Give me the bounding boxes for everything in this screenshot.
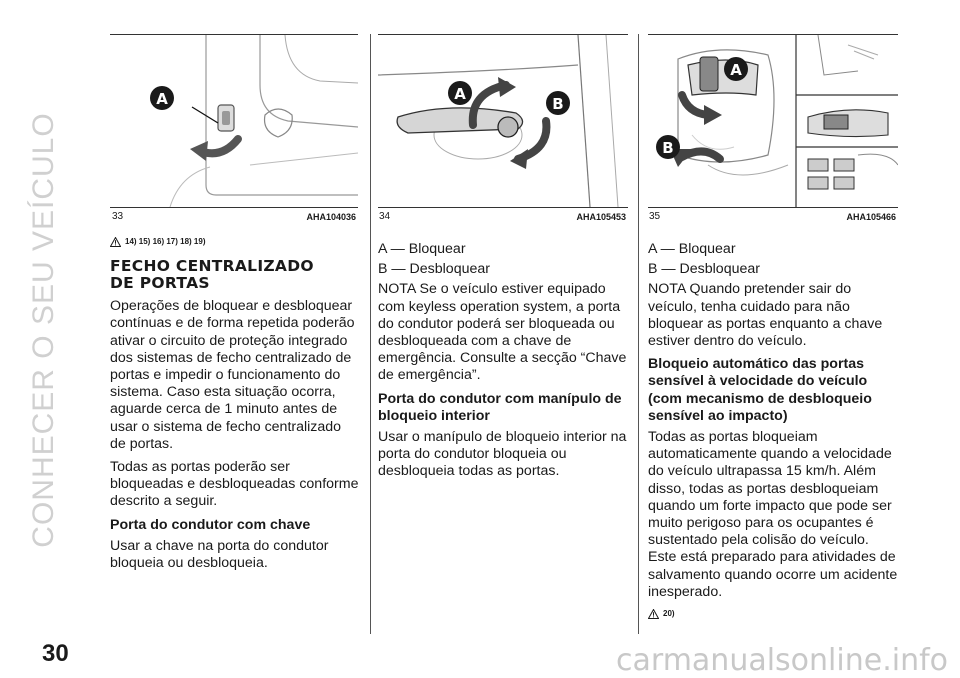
figure-rule (110, 207, 358, 208)
page-number: 30 (42, 640, 69, 667)
legend-item-b: B — Desbloquear (648, 261, 760, 278)
legend-item-a: A — Bloquear (378, 241, 466, 257)
figure-35-image (648, 34, 898, 207)
figure-rule (648, 207, 898, 208)
figure-number: 34 (379, 211, 391, 222)
figure-code: AHA104036 (306, 212, 356, 222)
note: NOTA Se o veículo estiver equipado com keyless operation system, a porta do condutor poderá ser bloqueada ou desbloqueada com a chave de emergência. Consulte a secção “Chave de emergência”. (378, 281, 627, 384)
section-heading: FECHO CENTRALIZADO DE PORTAS (110, 257, 314, 293)
warning-refs-text: 14) 15) 16) 17) 18) 19) (125, 237, 206, 246)
figure-rule (378, 207, 628, 208)
subheading: Porta do condutor com manípulo de bloqueio interior (378, 390, 622, 424)
callout-a: A (454, 85, 466, 103)
legend-item-b: B — Desbloquear (378, 261, 490, 278)
paragraph: Usar o manípulo de bloqueio interior na porta do condutor bloqueia ou desbloqueia todas as portas. (378, 429, 627, 480)
figure-34-image (378, 34, 628, 207)
callout-a: A (156, 90, 168, 108)
warning-triangle-icon (110, 237, 121, 247)
column-1 (110, 233, 360, 578)
callout-a: A (730, 61, 742, 79)
subheading: Bloqueio automático das portas sensível à velocidade do veículo (com mecanismo de desbloqueio sensível ao impacto) (648, 356, 872, 424)
column-2 (378, 241, 630, 487)
figure-number: 33 (112, 211, 124, 222)
figure-code: AHA105466 (846, 212, 896, 222)
paragraph: Usar a chave na porta do condutor bloqueia ou desbloqueia. (110, 537, 329, 572)
column-3 (648, 241, 900, 630)
note: NOTA Quando pretender sair do veículo, tenha cuidado para não bloquear as portas enquanto a chave estiver dentro do veículo. (648, 281, 883, 350)
watermark: carmanualsonline.info (616, 643, 948, 678)
subheading: Porta do condutor com chave (110, 516, 311, 533)
figure-33-image (110, 34, 358, 207)
legend-item-a: A — Bloquear (648, 241, 736, 257)
warning-references (110, 233, 360, 250)
column-divider (638, 34, 639, 634)
callout-b: B (552, 95, 564, 113)
paragraph: Todas as portas poderão ser bloqueadas e desbloqueadas conforme descrito a seguir. (110, 459, 359, 510)
figure-number: 35 (649, 211, 661, 222)
chapter-side-title: CONHECER O SEU VEÍCULO (27, 112, 60, 548)
warning-triangle-icon (648, 609, 659, 619)
column-divider (370, 34, 371, 634)
warning-reference (648, 605, 900, 622)
warning-ref-text: 20) (663, 609, 675, 619)
figure-code: AHA105453 (576, 212, 626, 222)
paragraph: Todas as portas bloqueiam automaticamente quando a velocidade do veículo ultrapassa 15 km/h. Além disso, todas as portas desbloqueiam quando um forte impacto que pode ser muito perigoso para os ocupantes é sustentado pela colisão do veículo. Este está preparado para atividades de salvamento quando ocorre um acidente inesperado. (648, 429, 898, 600)
paragraph: Operações de bloquear e desbloquear contínuas e de forma repetida poderão ativar o circuito de proteção integrado dos sistemas de fecho centralizado de portas e impedir o funcionamento do sistema. Caso esta situação ocorra, aguarde cerca de 1 minuto antes de usar o sistema de fecho centralizado de portas. (110, 298, 355, 452)
callout-b: B (662, 139, 674, 157)
